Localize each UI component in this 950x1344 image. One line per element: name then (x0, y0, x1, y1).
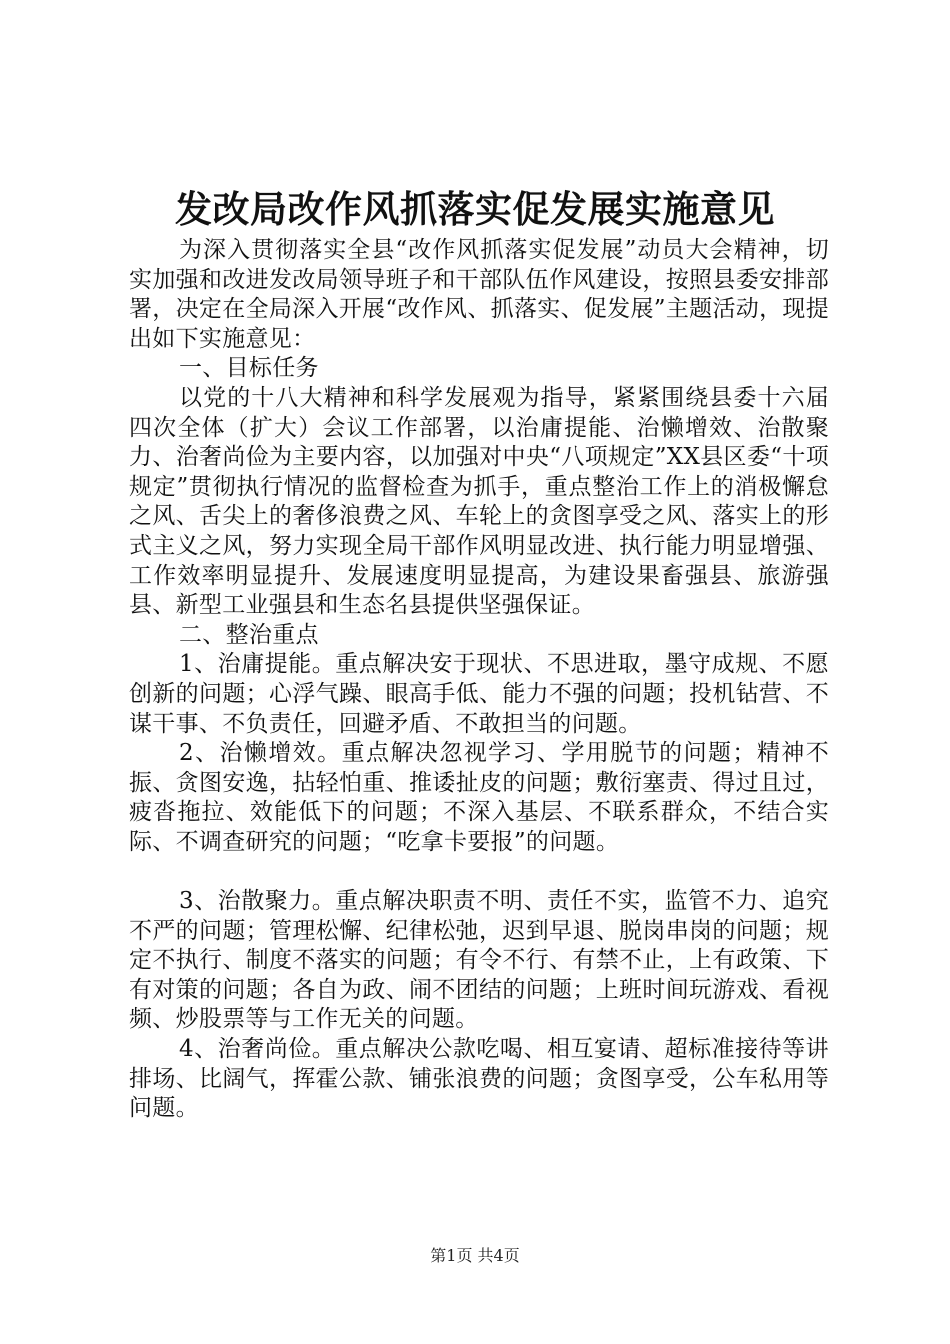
intro-paragraph: 为深入贯彻落实全县“改作风抓落实促发展”动员大会精神，切实加强和改进发改局领导班子和干部队伍作风建设，按照县委安排部署，决定在全局深入开展“改作风、抓落实、促发展”主题活动，现提出如下实施意见： (129, 237, 829, 352)
key-point-4-paragraph: 4、治奢尚俭。重点解决公款吃喝、相互宴请、超标准接待等讲排场、比阔气，挥霍公款、铺张浪费的问题；贪图享受，公车私用等问题。 (129, 1036, 829, 1122)
key-point-2-paragraph: 2、治懒增效。重点解决忽视学习、学用脱节的问题；精神不振、贪图安逸，拈轻怕重、推诿扯皮的问题；敷衍塞责、得过且过，疲沓拖拉、效能低下的问题；不深入基层、不联系群众，不结合实际、不调查研究的问题；“吃拿卡要报”的问题。 (129, 740, 829, 855)
key-point-1-paragraph: 1、治庸提能。重点解决安于现状、不思进取，墨守成规、不愿创新的问题；心浮气躁、眼高手低、能力不强的问题；投机钻营、不谋干事、不负责任，回避矛盾、不敢担当的问题。 (129, 651, 829, 737)
paragraph-spacer (129, 857, 829, 887)
section-heading-key-points: 二、整治重点 (179, 621, 319, 648)
goals-paragraph: 以党的十八大精神和科学发展观为指导，紧紧围绕县委十六届四次全体（扩大）会议工作部署，以治庸提能、治懒增效、治散聚力、治奢尚俭为主要内容，以加强对中央“八项规定”XX县区委“十项规定”贯彻执行情况的监督检查为抓手，重点整治工作上的消极懈怠之风、舌尖上的奢侈浪费之风、车轮上的贪图享受之风、落实上的形式主义之风，努力实现全局干部作风明显改进、执行能力明显增强、工作效率明显提升、发展速度明显提高，为建设果畜强县、旅游强县、新型工业强县和生态名县提供坚强保证。 (129, 384, 829, 619)
document-body (129, 236, 829, 1124)
page-number-footer: 第1页 共4页 (430, 1246, 520, 1265)
key-point-3-paragraph: 3、治散聚力。重点解决职责不明、责任不实，监管不力、追究不严的问题；管理松懈、纪律松弛，迟到早退、脱岗串岗的问题；规定不执行、制度不落实的问题；有令不行、有禁不止，上有政策、下有对策的问题；各自为政、闹不团结的问题；上班时间玩游戏、看视频、炒股票等与工作无关的问题。 (129, 888, 829, 1033)
section-heading-goals: 一、目标任务 (179, 355, 319, 382)
document-title: 发改局改作风抓落实促发展实施意见 (175, 187, 775, 231)
